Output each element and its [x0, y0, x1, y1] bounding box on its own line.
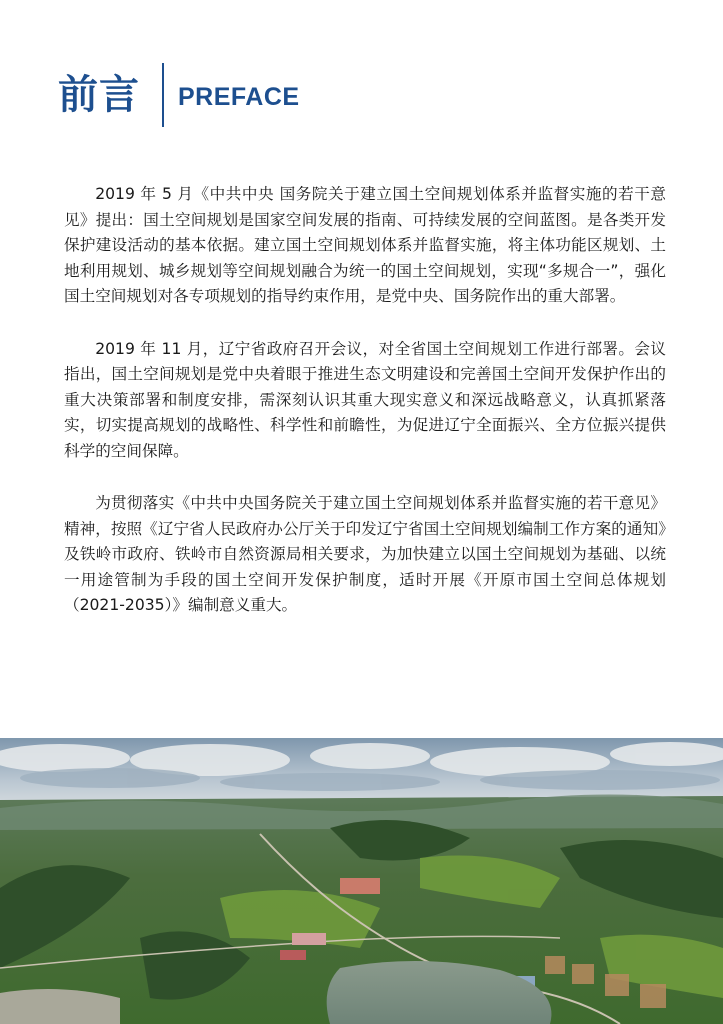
title-divider	[162, 63, 164, 127]
page-title-english: PREFACE	[178, 82, 300, 111]
page-title: 前言	[58, 72, 140, 118]
page-header	[58, 62, 300, 128]
aerial-landscape-photo	[0, 738, 723, 1024]
paragraph-1: 2019 年 5 月《中共中央 国务院关于建立国土空间规划体系并监督实施的若干意见》提出：国土空间规划是国家空间发展的指南、可持续发展的空间蓝图。是各类开发保护建设活动的基本依据。建立国土空间规划体系并监督实施，将主体功能区规划、土地利用规划、城乡规划等空间规划融合为统一的国土空间规划，实现“多规合一”，强化国土空间规划对各专项规划的指导约束作用，是党中央、国务院作出的重大部署。	[64, 185, 666, 305]
paragraph-3: 为贯彻落实《中共中央国务院关于建立国土空间规划体系并监督实施的若干意见》精神，按照《辽宁省人民政府办公厅关于印发辽宁省国土空间规划编制工作方案的通知》及铁岭市政府、铁岭市自然资源局相关要求，为加快建立以国土空间规划为基础、以统一用途管制为手段的国土空间开发保护制度，适时开展《开原市国土空间总体规划（2021-2035）》编制意义重大。	[64, 494, 666, 614]
preface-body	[64, 182, 666, 646]
paragraph-2: 2019 年 11 月，辽宁省政府召开会议，对全省国土空间规划工作进行部署。会议指出，国土空间规划是党中央着眼于推进生态文明建设和完善国土空间开发保护作出的重大决策部署和制度安排，需深刻认识其重大现实意义和深远战略意义，认真抓紧落实，切实提高规划的战略性、科学性和前瞻性，为促进辽宁全面振兴、全方位振兴提供科学的空间保障。	[64, 339, 666, 460]
